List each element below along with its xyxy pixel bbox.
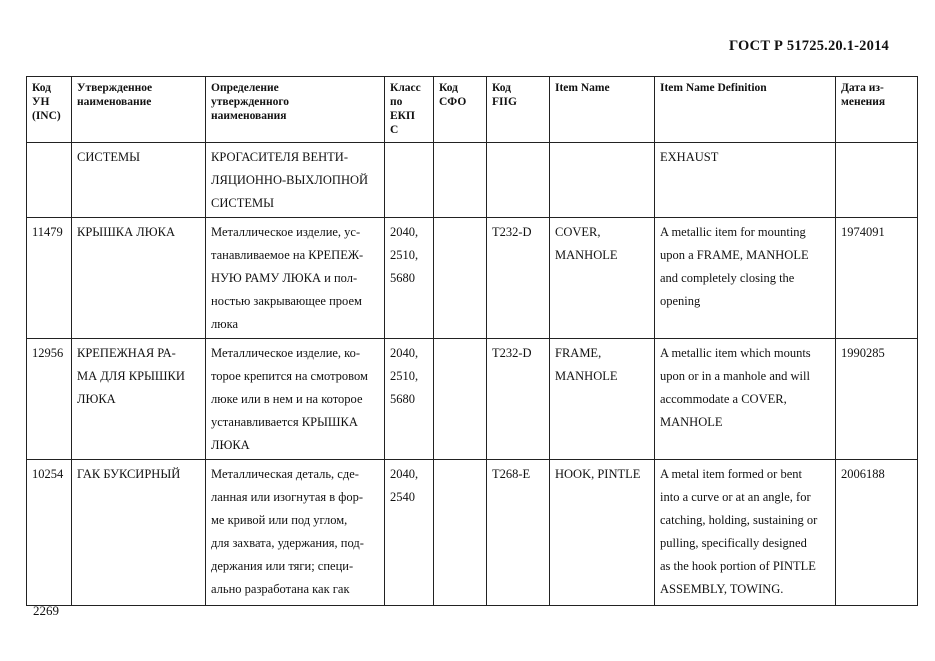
cell-approved-name: КРЕПЕЖНАЯ РА- МА ДЛЯ КРЫШКИ ЛЮКА (72, 339, 206, 460)
cell-item-definition: A metallic item for mounting upon a FRAME, MANHOLE and completely closing the opening (655, 218, 836, 339)
cell-item-definition: EXHAUST (655, 143, 836, 218)
cell-sfo (434, 218, 487, 339)
cell-change-date: 1974091 (836, 218, 918, 339)
column-header-inc: Код УН (INC) (27, 77, 72, 143)
cell-class: 2040, 2510, 5680 (385, 339, 434, 460)
table-row (27, 218, 918, 339)
cell-change-date: 1990285 (836, 339, 918, 460)
column-header-sfo: Код СФО (434, 77, 487, 143)
cell-definition: Металлическое изделие, ко- торое крепится на смотровом люке или в нем и на которое устанавливается КРЫШКА ЛЮКА (206, 339, 385, 460)
page-number: 2269 (33, 603, 59, 618)
cell-change-date: 2006188 (836, 460, 918, 606)
column-header-class: Класс по ЕКП С (385, 77, 434, 143)
cell-class (385, 143, 434, 218)
table-row (27, 143, 918, 218)
cell-item-name: HOOK, PINTLE (550, 460, 655, 606)
cell-change-date (836, 143, 918, 218)
cell-item-definition: A metal item formed or bent into a curve or at an angle, for catching, holding, sustaining or pulling, specifically designed as the hook portion of PINTLE ASSEMBLY, TOWING. (655, 460, 836, 606)
cell-approved-name: СИСТЕМЫ (72, 143, 206, 218)
cell-item-name: FRAME, MANHOLE (550, 339, 655, 460)
cell-fiig: T232-D (487, 339, 550, 460)
cell-fiig (487, 143, 550, 218)
cell-item-definition: A metallic item which mounts upon or in a manhole and will accommodate a COVER, MANHOLE (655, 339, 836, 460)
cell-sfo (434, 460, 487, 606)
cell-sfo (434, 339, 487, 460)
cell-definition: Металлическая деталь, сде- ланная или изогнутая в фор- ме кривой или под углом, для захвата, удержания, под- держания или тяги; специ- ально разработана как гак (206, 460, 385, 606)
cell-sfo (434, 143, 487, 218)
cell-class: 2040, 2540 (385, 460, 434, 606)
cell-fiig: T268-E (487, 460, 550, 606)
cell-approved-name: ГАК БУКСИРНЫЙ (72, 460, 206, 606)
document-code: ГОСТ Р 51725.20.1-2014 (728, 38, 889, 54)
column-header-definition: Определение утвержденного наименования (206, 77, 385, 143)
table-row (27, 339, 918, 460)
cell-fiig: T232-D (487, 218, 550, 339)
cell-inc: 10254 (27, 460, 72, 606)
column-header-change-date: Дата из- менения (836, 77, 918, 143)
cell-item-name (550, 143, 655, 218)
table-header-row (27, 77, 918, 143)
table-row (27, 460, 918, 606)
cell-definition: Металлическое изделие, ус- танавливаемое на КРЕПЕЖ- НУЮ РАМУ ЛЮКА и пол- ностью закрывающее проем люка (206, 218, 385, 339)
cell-inc (27, 143, 72, 218)
specification-table (26, 76, 918, 606)
cell-definition: КРОГАСИТЕЛЯ ВЕНТИ- ЛЯЦИОННО-ВЫХЛОПНОЙ СИСТЕМЫ (206, 143, 385, 218)
cell-class: 2040, 2510, 5680 (385, 218, 434, 339)
column-header-fiig: Код FIIG (487, 77, 550, 143)
cell-item-name: COVER, MANHOLE (550, 218, 655, 339)
column-header-item-name-definition: Item Name Definition (655, 77, 836, 143)
column-header-item-name: Item Name (550, 77, 655, 143)
cell-approved-name: КРЫШКА ЛЮКА (72, 218, 206, 339)
column-header-approved-name: Утвержденное наименование (72, 77, 206, 143)
cell-inc: 12956 (27, 339, 72, 460)
cell-inc: 11479 (27, 218, 72, 339)
